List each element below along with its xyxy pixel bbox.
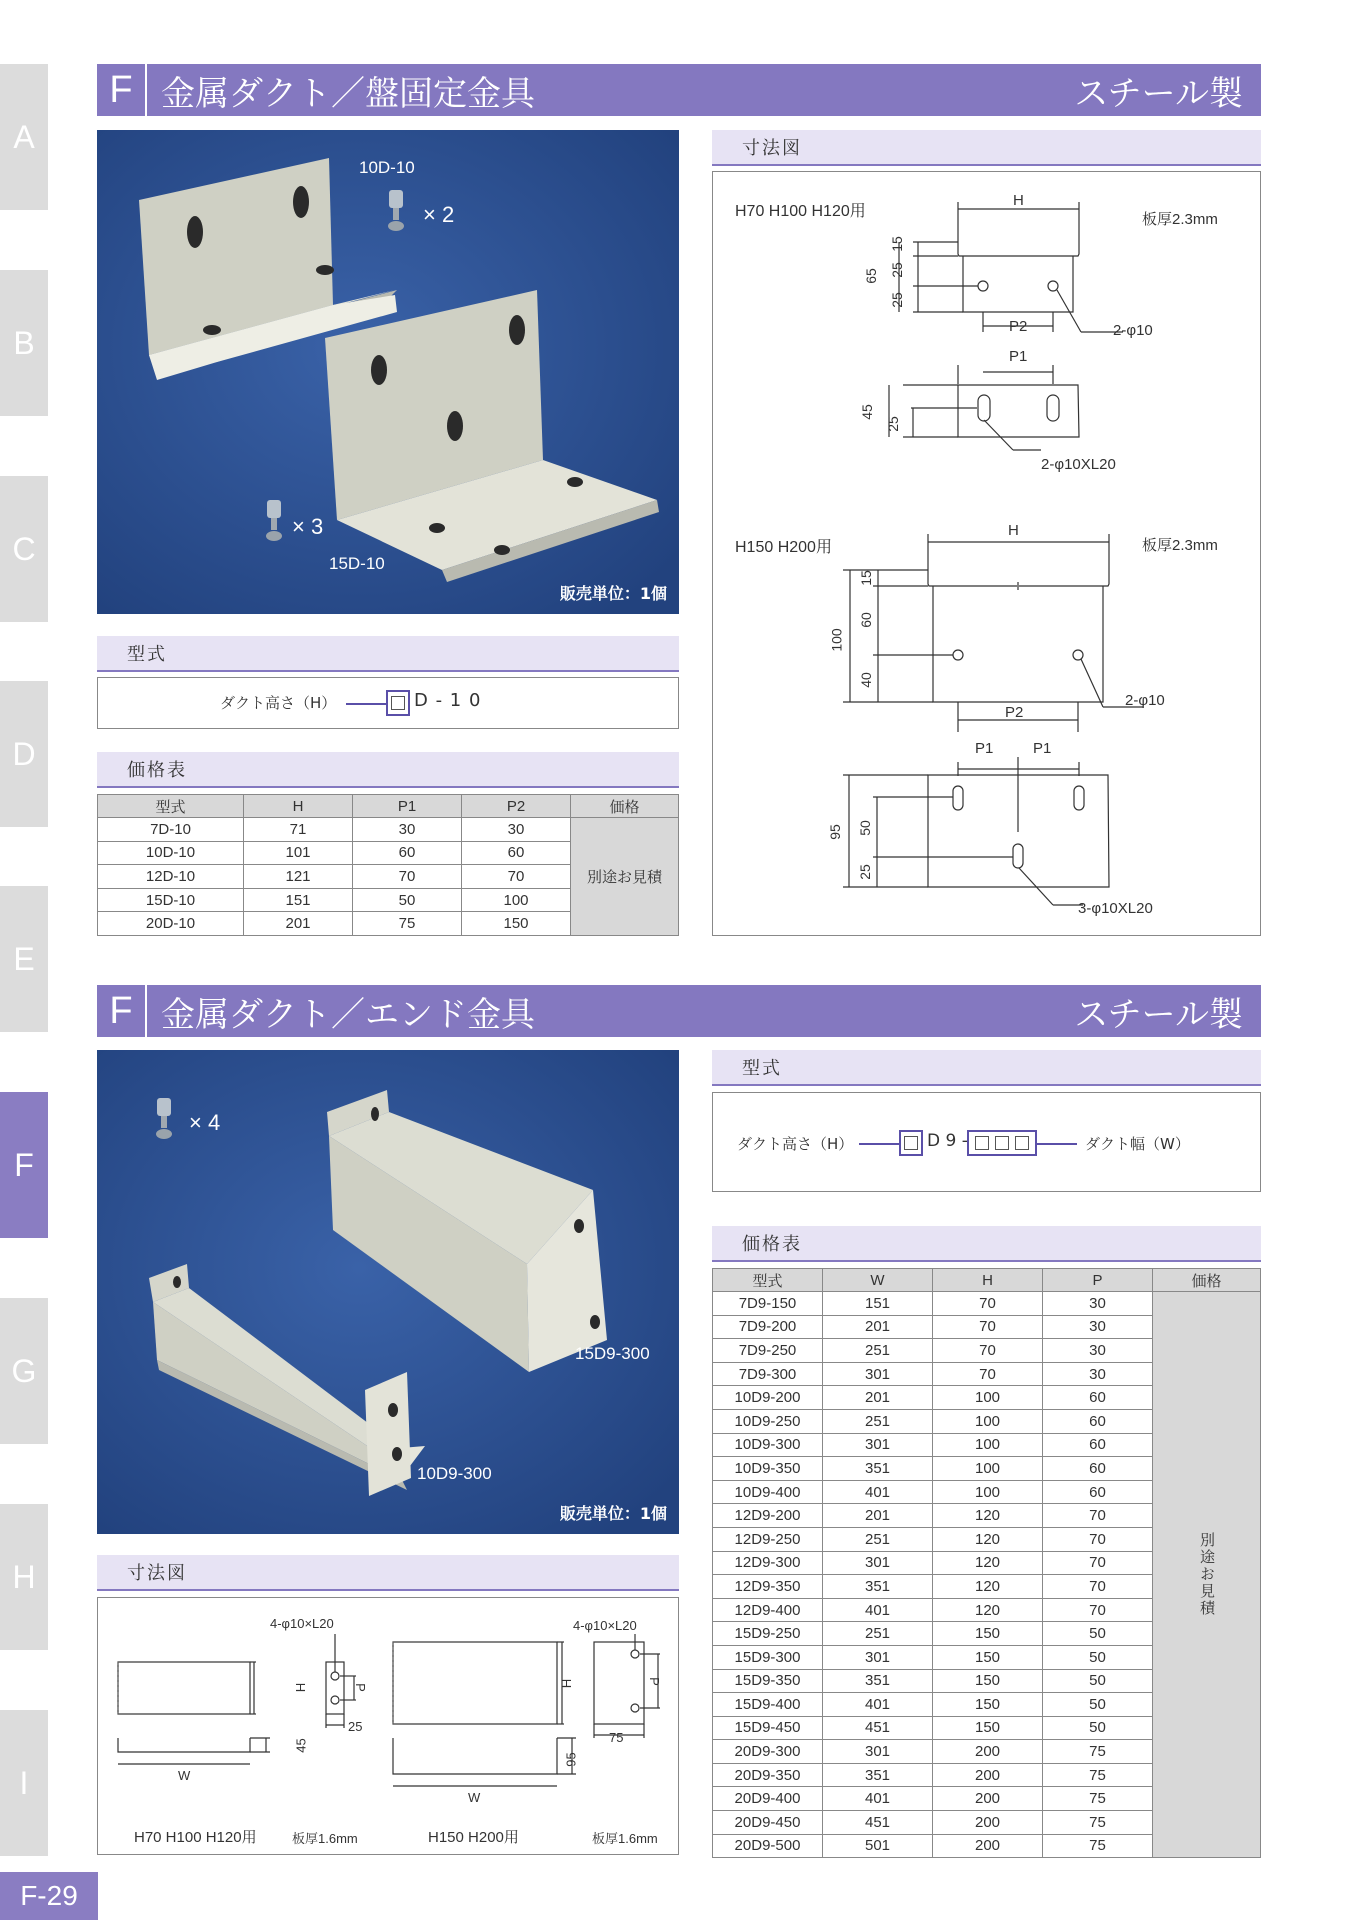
dim2-60: 60 <box>857 612 874 628</box>
section1-model-box <box>97 677 679 729</box>
page-number: F-29 <box>0 1872 98 1920</box>
photo2-label-10d9-300: 10D9-300 <box>417 1464 492 1483</box>
dim2-p1a: P1 <box>975 740 994 757</box>
side-tab-d[interactable]: D <box>0 681 48 827</box>
sales-unit: 販売単位：1個 <box>559 584 667 603</box>
photo-qty-3: × 3 <box>292 514 324 539</box>
model2-h-box-icon <box>899 1130 923 1156</box>
dim2-h: H <box>1008 522 1019 539</box>
photo-label-15d10: 15D-10 <box>329 554 385 573</box>
section2-model-heading: 型式 <box>712 1050 1261 1086</box>
dim1-65: 65 <box>862 268 879 284</box>
photo-label-10d10: 10D-10 <box>359 158 415 177</box>
section1-header <box>97 64 1261 116</box>
section1-dim-heading: 寸法図 <box>712 130 1261 166</box>
dim2a-caption: H70 H100 H120用 <box>134 1829 257 1846</box>
table-row: 20D9-450 451 200 75 <box>713 1811 1261 1835</box>
dim1-45: 45 <box>858 404 875 420</box>
model2-connector-line-left <box>859 1143 899 1145</box>
dim1-p1: P1 <box>1009 348 1028 365</box>
price-note-2: 別途お見積 <box>1153 1292 1261 1858</box>
end-bracket-illustration <box>97 1050 679 1534</box>
dim2-40: 40 <box>857 672 874 688</box>
dim2-thickness: 板厚2.3mm <box>1142 537 1218 554</box>
dim2b-95: 95 <box>563 1752 579 1767</box>
dimension-drawing-2 <box>98 1598 678 1854</box>
side-tab-b[interactable]: B <box>0 270 48 416</box>
table-row: 7D9-300 301 70 30 <box>713 1362 1261 1386</box>
dim2-p1b: P1 <box>1033 740 1052 757</box>
dim1-hole2: 2-φ10XL20 <box>1041 456 1116 473</box>
dim1-25a: 25 <box>888 292 905 308</box>
dim1-h: H <box>1013 192 1024 209</box>
dim2-title: H150 H200用 <box>735 539 832 556</box>
table-row: 12D9-250 251 120 70 <box>713 1527 1261 1551</box>
table-row: 10D9-200 201 100 60 <box>713 1386 1261 1410</box>
table-row: 10D9-300 301 100 60 <box>713 1433 1261 1457</box>
bracket-illustration <box>97 130 679 614</box>
section2-title: 金属ダクト／エンド金具 <box>161 994 535 1035</box>
dim2-50: 50 <box>856 820 873 836</box>
section1-material: スチール製 <box>1074 73 1243 114</box>
dim2-hole1: 2-φ10 <box>1125 692 1165 709</box>
dim2-100: 100 <box>828 628 845 652</box>
section2-price-heading: 価格表 <box>712 1226 1261 1262</box>
section1-dim-box <box>712 171 1261 936</box>
model-h-box-icon <box>386 690 410 716</box>
table-row: 15D9-450 451 150 50 <box>713 1716 1261 1740</box>
side-tab-i[interactable]: I <box>0 1710 48 1856</box>
col-model: 型式 <box>98 795 244 818</box>
section1-model-heading: 型式 <box>97 636 679 672</box>
dim2b-thickness: 板厚1.6mm <box>592 1831 658 1846</box>
side-tab-g[interactable]: G <box>0 1298 48 1444</box>
dim2a-p: P <box>352 1683 368 1692</box>
photo-qty-2: × 2 <box>423 202 455 227</box>
section2-photo <box>97 1050 679 1534</box>
table-row: 7D9-200 201 70 30 <box>713 1315 1261 1339</box>
col2-price: 価格 <box>1153 1269 1261 1292</box>
table-row: 12D9-400 401 120 70 <box>713 1598 1261 1622</box>
col2-h: H <box>933 1269 1043 1292</box>
side-tab-f[interactable]: F <box>0 1092 48 1238</box>
table-row: 12D9-200 201 120 70 <box>713 1504 1261 1528</box>
table-row: 20D9-500 501 200 75 <box>713 1834 1261 1858</box>
side-tab-e[interactable]: E <box>0 886 48 1032</box>
table-row: 20D9-400 401 200 75 <box>713 1787 1261 1811</box>
section2-model-box <box>712 1092 1261 1192</box>
table-row: 15D9-250 251 150 50 <box>713 1622 1261 1646</box>
section1-price-table <box>97 794 679 936</box>
model-code: D - 1 0 <box>414 690 482 711</box>
model2-w-box-icon <box>967 1130 1037 1156</box>
table-row: 10D9-350 351 100 60 <box>713 1457 1261 1481</box>
dim2b-75: 75 <box>609 1730 624 1745</box>
table-row: 20D9-300 301 200 75 <box>713 1740 1261 1764</box>
col-price: 価格 <box>571 795 679 818</box>
dim2b-p: P <box>646 1677 662 1686</box>
dim1-p2: P2 <box>1009 318 1028 335</box>
table-row: 12D9-300 301 120 70 <box>713 1551 1261 1575</box>
dim2-p2: P2 <box>1005 704 1024 721</box>
table-row: 15D9-300 301 150 50 <box>713 1645 1261 1669</box>
side-tab-a[interactable]: A <box>0 64 48 210</box>
side-tab-h[interactable]: H <box>0 1504 48 1650</box>
col-h: H <box>244 795 353 818</box>
dim2a-thickness: 板厚1.6mm <box>292 1831 358 1846</box>
table-row: 7D-10 71 30 30 別途お見積 <box>98 818 679 842</box>
table-row: 15D9-400 401 150 50 <box>713 1693 1261 1717</box>
model2-duct-height-label: ダクト高さ（H） <box>737 1135 854 1153</box>
table-row: 7D9-250 251 70 30 <box>713 1339 1261 1363</box>
dim2a-h: H <box>293 1682 309 1693</box>
table-row: 10D-10 101 60 60 <box>98 841 679 865</box>
dim1-hole1: 2-φ10 <box>1113 322 1153 339</box>
section1-title: 金属ダクト／盤固定金具 <box>161 73 535 114</box>
col2-w: W <box>823 1269 933 1292</box>
table-row: 20D9-350 351 200 75 <box>713 1763 1261 1787</box>
dim2b-caption: H150 H200用 <box>428 1829 519 1846</box>
section1-letter: F <box>97 64 147 116</box>
price-note: 別途お見積 <box>571 818 679 936</box>
model-duct-height-label: ダクト高さ（H） <box>220 694 337 712</box>
photo2-qty-4: × 4 <box>189 1110 221 1135</box>
table-row: 20D-10 201 75 150 <box>98 912 679 936</box>
table-row: 15D-10 151 50 100 <box>98 888 679 912</box>
dim2a-25: 25 <box>348 1719 363 1734</box>
section2-price-table <box>712 1268 1261 1858</box>
col-p2: P2 <box>462 795 571 818</box>
dim2b-h: H <box>559 1678 575 1689</box>
section2-dim-heading: 寸法図 <box>97 1555 679 1591</box>
section2-material: スチール製 <box>1074 994 1243 1035</box>
section2-dim-box <box>97 1597 679 1855</box>
side-tab-c[interactable]: C <box>0 476 48 622</box>
section1-price-heading: 価格表 <box>97 752 679 788</box>
dim2b-w: W <box>468 1790 481 1805</box>
dim1-15: 15 <box>888 236 905 252</box>
dim1-thickness: 板厚2.3mm <box>1142 211 1218 228</box>
model2-duct-width-label: ダクト幅（W） <box>1085 1135 1190 1153</box>
table-row: 12D-10 121 70 70 <box>98 865 679 889</box>
dim1-25b: 25 <box>888 262 905 278</box>
dim2-95: 95 <box>826 824 843 840</box>
dim2-25: 25 <box>856 864 873 880</box>
model-connector-line <box>346 703 386 705</box>
table-row: 7D9-150 151 70 30 別途お見積 <box>713 1292 1261 1316</box>
model2-connector-line-right <box>1037 1143 1077 1145</box>
model2-code: D 9 - <box>927 1131 968 1151</box>
section2-header <box>97 985 1261 1037</box>
dim1-title: H70 H100 H120用 <box>735 203 866 220</box>
section2-letter: F <box>97 985 147 1037</box>
table-row: 12D9-350 351 120 70 <box>713 1575 1261 1599</box>
dim2-15: 15 <box>857 570 874 586</box>
section1-photo <box>97 130 679 614</box>
photo2-label-15d9-300: 15D9-300 <box>575 1344 650 1363</box>
sales-unit-2: 販売単位：1個 <box>559 1504 667 1523</box>
col2-model: 型式 <box>713 1269 823 1292</box>
col2-p: P <box>1043 1269 1153 1292</box>
dim2a-45: 45 <box>293 1738 309 1753</box>
dim2a-w: W <box>178 1768 191 1783</box>
table-row: 10D9-250 251 100 60 <box>713 1409 1261 1433</box>
table-row: 10D9-400 401 100 60 <box>713 1480 1261 1504</box>
dim2b-hole: 4-φ10×L20 <box>573 1618 637 1633</box>
dim1-25c: 25 <box>884 416 901 432</box>
table-row: 15D9-350 351 150 50 <box>713 1669 1261 1693</box>
col-p1: P1 <box>353 795 462 818</box>
dim2a-hole: 4-φ10×L20 <box>270 1616 334 1631</box>
dim2-hole2: 3-φ10XL20 <box>1078 900 1153 917</box>
